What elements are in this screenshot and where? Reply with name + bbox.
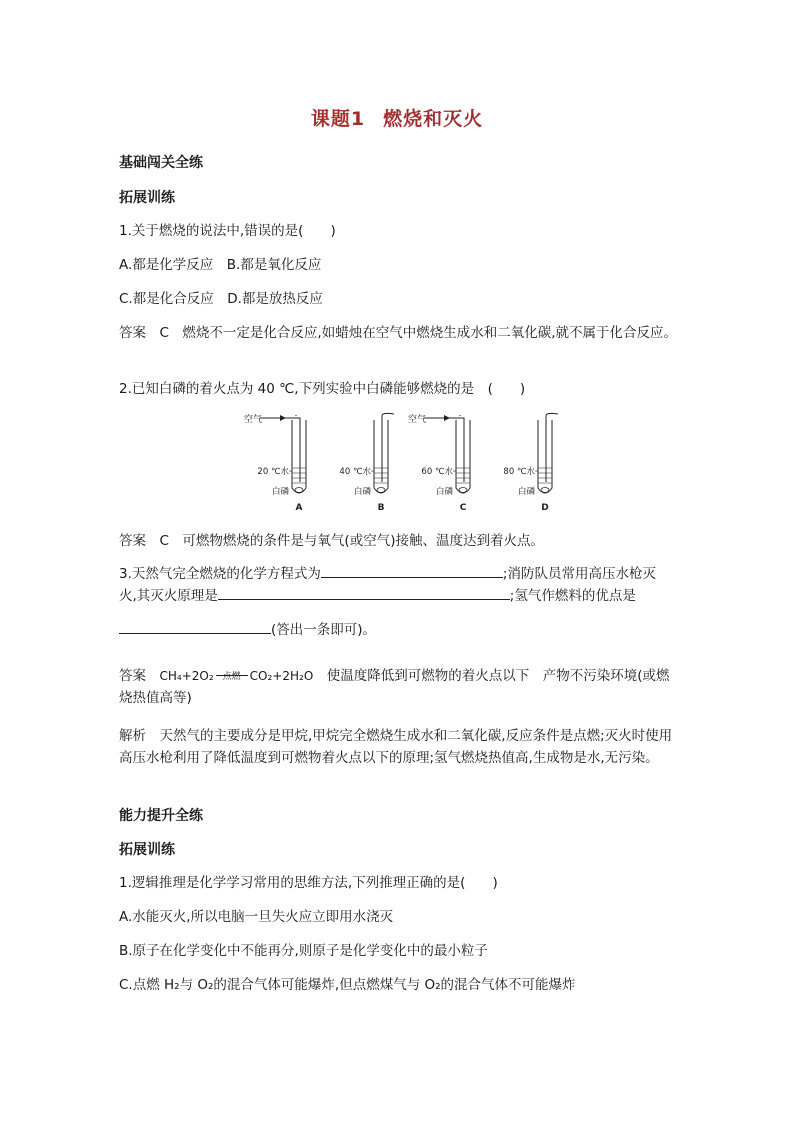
air-label: 空气 (244, 415, 263, 425)
air-arrow (444, 415, 450, 421)
lesson-name: 燃烧和灭火 (383, 108, 484, 130)
lesson-number: 课题1 (310, 108, 366, 130)
analysis-label: 解析 (119, 728, 146, 744)
water-temp-label: 80 ℃水 (503, 467, 535, 477)
q3-line-1 (119, 563, 679, 585)
phosphorus-label: 白磷 (517, 487, 535, 497)
phosphorus-label: 白磷 (271, 487, 289, 497)
test-tube (456, 420, 470, 493)
q1-options-cd: C.都是化合反应 D.都是放热反应 (119, 291, 323, 307)
water-temp-label: 40 ℃水 (339, 467, 371, 477)
phosphorus-mark (541, 488, 549, 493)
q4-stem: 1.逻辑推理是化学学习常用的思维方法,下列推理正确的是( ) (119, 875, 498, 891)
phosphorus-label: 白磷 (435, 487, 453, 497)
q3-blank-advantage (119, 619, 271, 634)
q4-option-a: A.水能灭火,所以电脑一旦失火应立即用水浇灭 (119, 909, 394, 925)
answer-text: C 可燃物燃烧的条件是与氧气(或空气)接触、温度达到着火点。 (159, 533, 544, 549)
analysis-text: 天然气的主要成分是甲烷,甲烷完全燃烧生成水和二氧化碳,反应条件是点燃;灭火时使用高压水枪利用了降低温度到可燃物着火点以下的原理;氢气燃烧热值高,生成物是水,无污染。 (119, 728, 673, 766)
water-temp-label: 20 ℃水 (257, 467, 289, 477)
section-expand-1: 拓展训练 (119, 190, 175, 206)
q1-answer (119, 322, 679, 344)
phosphorus-label: 白磷 (353, 487, 371, 497)
q2-answer (119, 530, 679, 552)
q3-line-3 (119, 619, 679, 641)
q4-option-c: C.点燃 H₂与 O₂的混合气体可能爆炸,但点燃煤气与 O₂的混合气体不可能爆炸 (119, 977, 576, 993)
section-advanced: 能力提升全练 (119, 808, 203, 824)
answer-label: 答案 (119, 325, 146, 341)
equation-right: CO₂+2H₂O (249, 669, 314, 683)
q3-blank-principle (218, 585, 510, 600)
q3-line-2 (119, 585, 679, 607)
answer-text: 使温度降低到可燃物的着火点以下 产物不污染环境(或燃烧热值高等) (119, 668, 670, 706)
section-basic: 基础闯关全练 (119, 155, 203, 171)
air-arrow (280, 415, 286, 421)
answer-label: 答案 (119, 668, 146, 684)
test-tube (538, 420, 552, 493)
q3-answer (119, 665, 679, 709)
tube-letter: D (541, 503, 549, 513)
test-tube (374, 420, 388, 493)
answer-label: 答案 (119, 533, 146, 549)
tube-letter: C (459, 503, 467, 513)
q3-stem-part-1: 3.天然气完全燃烧的化学方程式为 (119, 566, 321, 582)
page-title (0, 104, 794, 131)
water-temp-label: 60 ℃水 (421, 467, 453, 477)
q3-analysis (119, 725, 679, 769)
tube-letter: B (377, 503, 385, 513)
equation-arrow (216, 672, 248, 682)
equation-left: CH₄+2O₂ (159, 669, 214, 683)
q3-stem-part-3: 火,其灭火原理是 (119, 588, 218, 604)
q1-options-ab: A.都是化学反应 B.都是氧化反应 (119, 257, 322, 273)
q3-stem-part-2: ;消防队员常用高压水枪灭 (502, 566, 656, 582)
q3-blank-equation (321, 563, 503, 578)
phosphorus-mark (459, 488, 467, 493)
q2-stem: 2.已知白磷的着火点为 40 ℃,下列实验中白磷能够燃烧的是 ( ) (119, 381, 526, 397)
phosphorus-mark (377, 488, 385, 493)
section-expand-2: 拓展训练 (119, 842, 175, 858)
q3-stem-part-4: ;氢气作燃料的优点是 (509, 588, 636, 604)
air-label: 空气 (408, 415, 427, 425)
q3-stem-part-5: (答出一条即可)。 (271, 622, 377, 638)
test-tube (292, 420, 306, 493)
answer-text: C 燃烧不一定是化合反应,如蜡烛在空气中燃烧生成水和二氧化碳,就不属于化合反应。 (159, 325, 678, 341)
phosphorus-mark (295, 488, 303, 493)
q4-option-b: B.原子在化学变化中不能再分,则原子是化学变化中的最小粒子 (119, 943, 488, 959)
equation-condition: 点燃 (222, 672, 241, 682)
q1-stem: 1.关于燃烧的说法中,错误的是( ) (119, 223, 336, 239)
test-tube-figure (240, 410, 560, 515)
tube-letter: A (295, 503, 303, 513)
